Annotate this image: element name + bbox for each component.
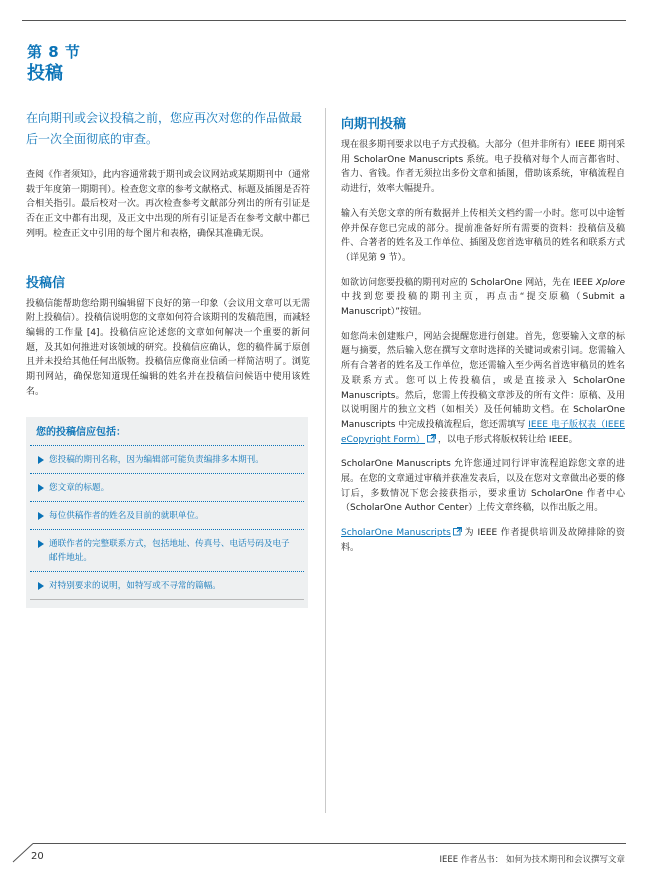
section-number: 第 8 节 [27, 43, 81, 61]
cover-letter-paragraph: 投稿信能帮助您给期刊编辑留下良好的第一印象（会议用文章可以无需附上投稿信）。投稿信说明您的文章如何符合该期刊的发稿范围，而减轻编辑的工作量 [4]。投稿信应论述您的文章如何解决一个重要的新问题，及其如何推进对该领域的研究。投稿信应确认，您的稿件属于原创且并未投给其他任何出版物。投稿信应像商业信函一样简洁明了。浏览期刊网站，确保您知道现任编辑的姓名并在投稿信问候语中使用该姓名。 [26, 298, 310, 397]
checklist-bottom-rule [30, 599, 304, 608]
tracking-paragraph: ScholarOne Manuscripts 允许您通过同行评审流程追踪您文章的进展。在您的文章通过审稿并获准发表后，以及在您对文章做出必要的修订后，多数情况下您会接获指示，要求重访 ScholarOne 作者中心（ScholarOne Author Center）上传文章终稿，以作出版之用。 [341, 459, 625, 514]
list-item [30, 445, 304, 473]
triangle-bullet-icon [38, 582, 44, 590]
intro-paragraph: 查阅《作者须知》，此内容通常载于期刊或会议网站或某期期刊中（通常载于年度第一期期刊）。检查您文章的参考文献格式、标题及插图是否符合相关指引。最后校对一次。再次检查参考文献部分列出的所有引证是否在正文中都有出现，及正文中出现的所有引证是否在参考文献中都已列明。检查正文中引用的每个图片和表格，确保其准确无误。 [26, 170, 310, 239]
section-title: 投稿 [27, 63, 63, 84]
top-rule [22, 20, 626, 21]
triangle-bullet-icon [38, 456, 44, 464]
list-item-text: 通联作者的完整联系方式，包括地址、传真号、电话号码及电子邮件地址。 [49, 539, 290, 564]
list-item [30, 571, 304, 599]
page-number: 20 [31, 851, 44, 862]
triangle-bullet-icon [38, 484, 44, 492]
right-column [341, 108, 625, 556]
scholarone-manuscripts-link[interactable]: ScholarOne Manuscripts [341, 528, 451, 539]
external-link-icon[interactable] [453, 527, 462, 536]
triangle-bullet-icon [38, 512, 44, 520]
external-link-icon[interactable] [427, 434, 436, 443]
account-steps-paragraph: 如您尚未创建账户，网站会提醒您进行创建。首先，您要输入文章的标题与摘要，然后输入您在撰写文章时选择的关键词或索引词。您需输入所有合著者的姓名及工作单位，您还需输入至少两名首选审稿员的姓名及联系方式。您可以上传投稿信，或是直接录入 ScholarOne Manuscripts。然后，您需上传投稿文章涉及的所有文件：原稿、及用以说明图片的独立文档（如相关）及任何辅助文档。在 ScholarOne Manuscripts 中完成投稿流程后，您还需填写 IEEE 电子版权表（IEEE eCopyright Form） ，以电子形式将版权转让给 IEEE。 [341, 331, 625, 445]
footer-title: IEEE 作者丛书： 如何为技术期刊和会议撰写文章 [439, 855, 625, 865]
list-item-text: 您投稿的期刊名称，因为编辑部可能负责编排多本期刊。 [49, 455, 264, 466]
lead-paragraph: 在向期刊或会议投稿之前，您应再次对您的作品做最后一次全面彻底的审查。 [26, 111, 303, 146]
list-item-text: 每位供稿作者的姓名及目前的就职单位。 [49, 511, 204, 522]
list-item [30, 501, 304, 529]
submit-to-journal-heading: 向期刊投稿 [341, 117, 407, 132]
electronic-submission-paragraph: 现在很多期刊要求以电子方式投稿。大部分（但并非所有）IEEE 期刊采用 ScholarOne Manuscripts 系统。电子投稿对每个人而言都省时、省力、省钱。作者无须拉出多份文章和插图，借助该系统，审稿流程自动进行，效率大幅提升。 [341, 140, 625, 195]
prepare-data-paragraph: 输入有关您文章的所有数据并上传相关文档约需一小时。您可以中途暂停并保存您已完成的部分。提前准备好所有需要的资料：投稿信及稿件、合著者的姓名及工作单位、插图及您首选审稿员的姓名和联系方式（详见第 9 节）。 [341, 208, 625, 263]
cover-letter-heading: 投稿信 [26, 275, 66, 291]
list-item [30, 473, 304, 501]
footer-rule [33, 843, 626, 844]
ecopyright-form-link[interactable]: IEEE 电子版权表（IEEE eCopyright Form） [341, 419, 625, 445]
left-column [26, 108, 310, 608]
list-item-text: 您文章的标题。 [49, 483, 110, 494]
column-divider [325, 108, 326, 813]
triangle-bullet-icon [38, 540, 44, 548]
cover-letter-checklist [26, 417, 308, 608]
list-item-text: 对特别要求的说明，如特写或不寻常的篇幅。 [49, 581, 221, 592]
checklist-heading: 您的投稿信应包括： [36, 427, 126, 439]
scholarone-access-paragraph: 如欲访问您要投稿的期刊对应的 ScholarOne 网站，先在 IEEE Xplore 中找到您要投稿的期刊主页，再点击“提交原稿（Submit a Manuscript）”按钮。 [341, 277, 625, 318]
xplore-text: Xplore [595, 277, 625, 288]
list-item [30, 529, 304, 571]
training-paragraph: ScholarOne Manuscripts 为 IEEE 作者提供培训及故障排除的资料。 [341, 528, 626, 553]
